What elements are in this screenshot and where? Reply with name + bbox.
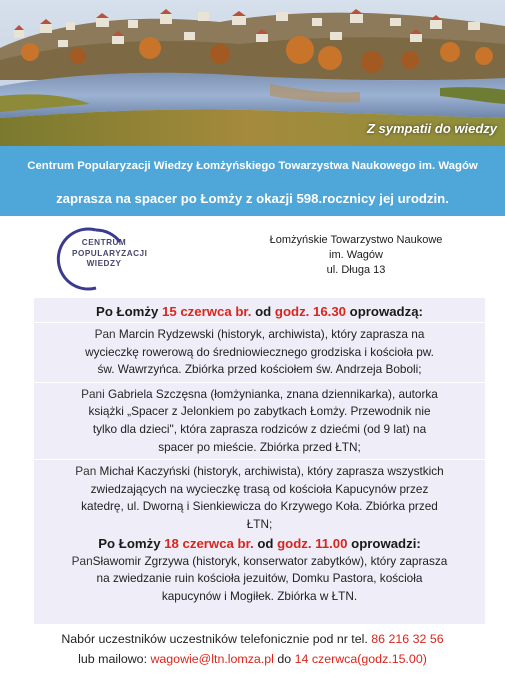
divider bbox=[34, 382, 485, 383]
divider bbox=[34, 322, 485, 323]
invitation-headline: zaprasza na spacer po Łomży z okazji 598.rocznicy jej urodzin. bbox=[56, 191, 449, 206]
address-line-3: ul. Długa 13 bbox=[326, 264, 386, 276]
session-1-time: godz. 16.30 bbox=[274, 304, 346, 319]
registration-email-line: lub mailowo: wagowie@ltn.lomza.pl do 14 czerwca(godz.15.00) bbox=[78, 652, 427, 666]
registration-phone-line: Nabór uczestników uczestników telefonicznie pod nr tel. 86 216 32 56 bbox=[61, 632, 444, 646]
guide-4-description: PanSławomir Zgrzywa (historyk, konserwator zabytków), który zaprasza na zwiedzanie ruin kościoła jezuitów, Domku Pastora, kościoła kapucynów i Mogiłek. Zbiórka w ŁTN. bbox=[71, 553, 448, 603]
deadline-date: 14 czerwca bbox=[294, 652, 358, 666]
address-line-2: im. Wagów bbox=[329, 249, 383, 261]
guide-3-description: Pan Michał Kaczyński (historyk, archiwista), który zaprasza wszystkich zwiedzających na wycieczkę trasą od kościoła Kapucynów przez katedrę, ul. Dworną i Sienkiewicza do Krzywego Koła. Zbiórka przed ŁTN; bbox=[75, 464, 444, 531]
title-band bbox=[0, 146, 505, 216]
divider bbox=[34, 459, 485, 460]
program-box bbox=[34, 298, 485, 624]
session-1-heading: Po Łomży 15 czerwca br. od godz. 16.30 oprowadzą: bbox=[96, 304, 423, 319]
logo-line-2: POPULARYZACJI bbox=[72, 248, 148, 258]
session-2-time: godz. 11.00 bbox=[277, 535, 348, 551]
session-1-date: 15 czerwca br. bbox=[162, 304, 252, 319]
logo-line-1: CENTRUM bbox=[81, 238, 127, 247]
email-link[interactable]: wagowie@ltn.lomza.pl bbox=[150, 652, 274, 666]
guide-1-description: Pan Marcin Rydzewski (historyk, archiwista), który zaprasza na wycieczkę rowerową do średniowiecznego grodziska i kościoła pw. św. Wawrzyńca. Zbiórka przed kościołem św. Andrzeja Boboli; bbox=[85, 327, 434, 377]
guide-2-description: Pani Gabriela Szczęsna (łomżynianka, znana dziennikarka), autorka książki „Spacer z Jelonkiem po zabytkach Łomży. Przewodnik nie tylko dla dzieci", która zaprasza rodziców z dziećmi (od 9 lat) na spacer po mieście. Zbiórka przed ŁTN; bbox=[81, 386, 438, 454]
organizer-title: Centrum Popularyzacji Wiedzy Łomżyńskiego Towarzystwa Naukowego im. Wagów bbox=[27, 160, 478, 172]
address-line-1: Łomżyńskie Towarzystwo Naukowe bbox=[269, 234, 443, 246]
deadline-time: (godz.15.00) bbox=[357, 652, 427, 666]
organizer-address bbox=[258, 233, 454, 278]
hero-caption: Z sympatii do wiedzy bbox=[366, 121, 497, 136]
session-2-heading: Po Łomży 18 czerwca br. od godz. 11.00 oprowadzi: bbox=[98, 535, 421, 551]
logo-line-3: WIEDZY bbox=[86, 259, 122, 268]
session-2-date: 18 czerwca br. bbox=[164, 535, 254, 551]
cpw-logo bbox=[50, 224, 148, 294]
logo-text bbox=[72, 238, 148, 270]
hero-photo bbox=[0, 0, 505, 146]
phone-number[interactable]: 86 216 32 56 bbox=[371, 632, 444, 646]
